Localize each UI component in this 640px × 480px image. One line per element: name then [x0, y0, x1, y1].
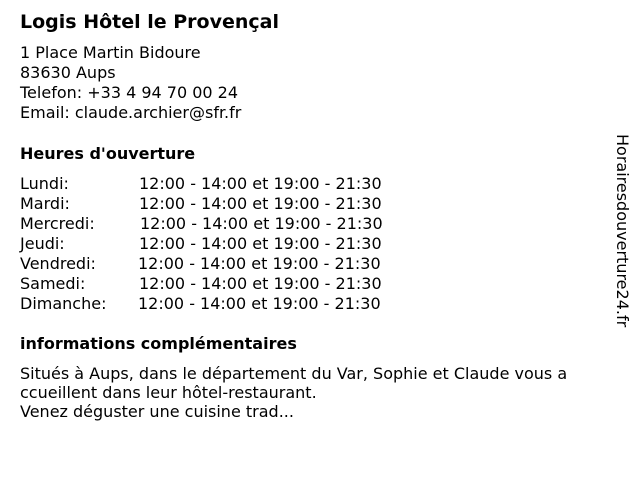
email-address: Email: claude.archier@sfr.fr [20, 103, 242, 122]
phone-number: Telefon: +33 4 94 70 00 24 [20, 83, 239, 102]
description-line: Venez déguster une cuisine trad... [20, 402, 294, 421]
hours-day: Dimanche: [20, 294, 107, 313]
hours-day: Mardi: [20, 194, 70, 213]
hours-day: Mercredi: [20, 214, 95, 233]
hours-time: 12:00 - 14:00 et 19:00 - 21:30 [138, 294, 381, 313]
hours-time: 12:00 - 14:00 et 19:00 - 21:30 [139, 234, 382, 253]
business-name: Logis Hôtel le Provençal [20, 11, 280, 33]
hours-day: Samedi: [20, 274, 86, 293]
site-watermark: Horairesdouverture24.fr [613, 134, 632, 328]
opening-hours-heading: Heures d'ouverture [20, 144, 196, 163]
hours-day: Jeudi: [20, 234, 65, 253]
address-block [20, 43, 241, 123]
hours-time: 12:00 - 14:00 et 19:00 - 21:30 [138, 254, 381, 273]
hours-time: 12:00 - 14:00 et 19:00 - 21:30 [139, 174, 382, 193]
address-street: 1 Place Martin Bidoure [20, 43, 201, 62]
hours-time: 12:00 - 14:00 et 19:00 - 21:30 [140, 214, 383, 233]
additional-info-text [20, 364, 620, 421]
additional-info-heading: informations complémentaires [20, 334, 297, 353]
hours-time: 12:00 - 14:00 et 19:00 - 21:30 [139, 274, 382, 293]
description-line: Situés à Aups, dans le département du Var, Sophie et Claude vous a [20, 364, 568, 383]
description-line: ccueillent dans leur hôtel-restaurant. [20, 383, 317, 402]
hours-day: Vendredi: [20, 254, 96, 273]
hours-time: 12:00 - 14:00 et 19:00 - 21:30 [139, 194, 382, 213]
address-city: 83630 Aups [20, 63, 116, 82]
hours-day: Lundi: [20, 174, 69, 193]
